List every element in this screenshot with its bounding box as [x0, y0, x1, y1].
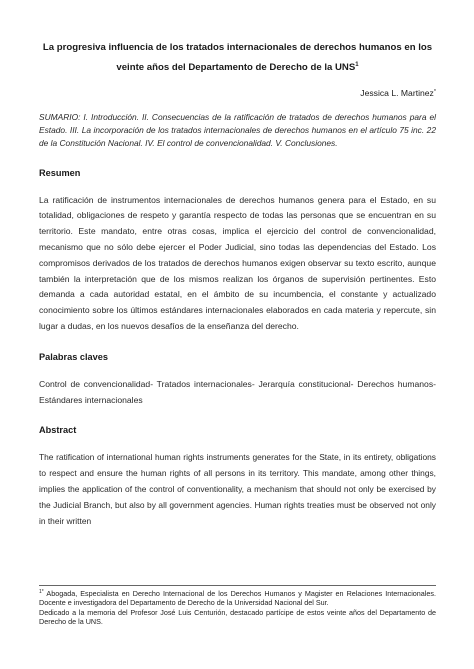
footnote-author: [39, 586, 436, 608]
resumen-heading: Resumen: [39, 167, 81, 178]
title-footnote-mark: 1: [355, 62, 359, 68]
abstract-paragraph: The ratification of international human rights instruments generates for the State, in its entirety, obligations to respect and ensure the human rights of all persons in its territory. This mandate, among other things, implies the application of the control of conventionality, a mechanism that should not only be exercised by the Judicial Branch, but also by all government agencies. Human rights treaties must be observed not only in their written: [39, 452, 436, 526]
paper-title-text: La progresiva influencia de los tratados internacionales de derechos humanos en los veinte años del Departamento de Derecho de la UNS: [42, 42, 433, 73]
author-line: [39, 87, 436, 99]
footnote-author-mark: 1*: [39, 589, 44, 595]
keywords-heading: Palabras claves: [39, 351, 108, 362]
footnote-dedication-text: Dedicado a la memoria del Profesor José Luis Centurión, destacado partícipe de estos veinte años del Departamento de Derecho de la UNS.: [39, 607, 436, 627]
abstract-heading: Abstract: [39, 425, 77, 436]
author-footnote-mark: *: [433, 89, 436, 95]
footnote-author-text: Abogada, Especialista en Derecho Internacional de los Derechos Humanos y Magister en Relaciones Internacionales. Docente e investigadora del Departamento de Derecho de la Universidad Nacional del Sur.: [39, 589, 436, 608]
paper-title: [39, 0, 436, 78]
author-name: Jessica L. Martinez: [360, 88, 434, 98]
keywords-paragraph: Control de convencionalidad- Tratados internacionales- Jerarquía constitucional- Derechos humanos- Estándares internacionales: [39, 378, 436, 405]
footnotes-section: [39, 585, 436, 627]
summary-paragraph: SUMARIO: I. Introducción. II. Consecuencias de la ratificación de tratados de derechos humanos para el Estado. III. La incorporación de los tratados internacionales de derechos humanos en el artículo 75 inc. 22 de la Constitución Nacional. IV. El control de convencionalidad. V. Conclusiones.: [39, 112, 436, 149]
footnote-dedication: [39, 608, 436, 627]
resumen-paragraph: La ratificación de instrumentos internacionales de derechos humanos genera para el Estado, en su totalidad, obligaciones de respeto y garantía respecto de todas las personas que se encuentran en su territorio. Este mandato, entre otras cosas, implica el ejercicio del control de convencionalidad, mecanismo que no sólo debe ejercer el Poder Judicial, sino todas las dependencias del Estado. Los compromisos derivados de los tratados de derechos humanos exigen observar su texto escrito, aunque también la interpretación que de los mismos realizan los órganos de supervisión pertinentes. Esto demanda a cada autoridad estatal, en el ámbito de su incumbencia, el constante y actualizado conocimiento sobre los últimos estándares internacionales elaborados en cada materia y repercute, sin lugar a dudas, en los nuevos desafíos de la enseñanza del derecho.: [39, 194, 436, 331]
